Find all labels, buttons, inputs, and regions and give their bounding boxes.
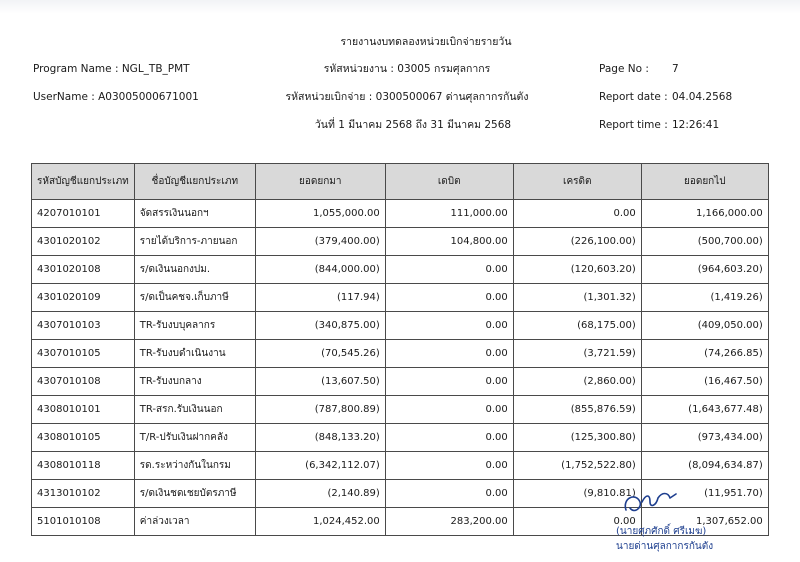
cell-closing-balance: (973,434.00) bbox=[641, 424, 768, 452]
cell-account-name: ร/ดเงินนอกงปม. bbox=[134, 256, 255, 284]
cell-account-name: รายได้บริการ-ภายนอก bbox=[134, 228, 255, 256]
table-row bbox=[32, 284, 769, 312]
scan-bleed-through bbox=[0, 0, 800, 14]
table-header-row bbox=[32, 164, 769, 200]
cell-opening-balance: (787,800.89) bbox=[255, 396, 385, 424]
report-time-value: 12:26:41 bbox=[672, 119, 720, 131]
cell-account-name: ค่าล่วงเวลา bbox=[134, 508, 255, 536]
cell-credit: (1,301.32) bbox=[513, 284, 641, 312]
table-row bbox=[32, 424, 769, 452]
cell-debit: 0.00 bbox=[385, 368, 513, 396]
cell-account-name: T/R-ปรับเงินฝากคลัง bbox=[134, 424, 255, 452]
cell-credit: (3,721.59) bbox=[513, 340, 641, 368]
cell-account-code: 4301020109 bbox=[32, 284, 135, 312]
header-account-code: รหัสบัญชีแยกประเภท bbox=[32, 164, 135, 200]
cell-debit: 0.00 bbox=[385, 312, 513, 340]
cell-credit: (2,860.00) bbox=[513, 368, 641, 396]
cell-account-code: 4308010118 bbox=[32, 452, 135, 480]
cell-closing-balance: (500,700.00) bbox=[641, 228, 768, 256]
cell-credit: (1,752,522.80) bbox=[513, 452, 641, 480]
cell-closing-balance: 1,307,652.00 bbox=[641, 508, 768, 536]
header-opening-balance: ยอดยกมา bbox=[255, 164, 385, 200]
cell-credit: 0.00 bbox=[513, 508, 641, 536]
cell-account-code: 5101010108 bbox=[32, 508, 135, 536]
page-no-label: Page No : bbox=[599, 63, 649, 75]
cell-closing-balance: (1,419.26) bbox=[641, 284, 768, 312]
cell-debit: 0.00 bbox=[385, 424, 513, 452]
table-row bbox=[32, 312, 769, 340]
header-credit: เครดิต bbox=[513, 164, 641, 200]
cell-closing-balance: (16,467.50) bbox=[641, 368, 768, 396]
cell-account-name: ร/ดเงินชดเชยบัตรภาษี bbox=[134, 480, 255, 508]
cell-opening-balance: (13,607.50) bbox=[255, 368, 385, 396]
cell-opening-balance: (844,000.00) bbox=[255, 256, 385, 284]
cell-opening-balance: 1,055,000.00 bbox=[255, 200, 385, 228]
cell-debit: 0.00 bbox=[385, 256, 513, 284]
table-row bbox=[32, 340, 769, 368]
cell-account-name: TR-รับงบบุคลากร bbox=[134, 312, 255, 340]
trial-balance-table bbox=[31, 163, 769, 536]
cell-credit: 0.00 bbox=[513, 200, 641, 228]
cell-opening-balance: (340,875.00) bbox=[255, 312, 385, 340]
handwritten-signature bbox=[620, 488, 680, 522]
cell-opening-balance: (117.94) bbox=[255, 284, 385, 312]
cell-account-code: 4308010101 bbox=[32, 396, 135, 424]
cell-account-name: TR-สรก.รับเงินนอก bbox=[134, 396, 255, 424]
cell-closing-balance: (1,643,677.48) bbox=[641, 396, 768, 424]
signature-block bbox=[612, 488, 762, 558]
cell-opening-balance: (379,400.00) bbox=[255, 228, 385, 256]
cell-account-code: 4307010108 bbox=[32, 368, 135, 396]
report-date-label: Report date : bbox=[599, 91, 668, 103]
cell-credit: (9,810.81) bbox=[513, 480, 641, 508]
signatory-name: (นายศุภศักดิ์ ศรีเมฆ) bbox=[616, 526, 707, 537]
table-row bbox=[32, 256, 769, 284]
cell-account-code: 4313010102 bbox=[32, 480, 135, 508]
cell-closing-balance: (11,951.70) bbox=[641, 480, 768, 508]
signatory-title: นายด่านศุลกากรกันตัง bbox=[616, 541, 714, 552]
report-date-value: 04.04.2568 bbox=[672, 91, 733, 103]
cell-debit: 111,000.00 bbox=[385, 200, 513, 228]
cell-account-name: จัดสรรเงินนอกฯ bbox=[134, 200, 255, 228]
cell-opening-balance: (848,133.20) bbox=[255, 424, 385, 452]
cell-account-code: 4301020108 bbox=[32, 256, 135, 284]
cell-debit: 0.00 bbox=[385, 396, 513, 424]
cell-credit: (226,100.00) bbox=[513, 228, 641, 256]
cell-credit: (855,876.59) bbox=[513, 396, 641, 424]
cell-credit: (120,603.20) bbox=[513, 256, 641, 284]
cell-debit: 0.00 bbox=[385, 452, 513, 480]
cell-account-code: 4301020102 bbox=[32, 228, 135, 256]
table-body bbox=[32, 200, 769, 536]
cell-credit: (68,175.00) bbox=[513, 312, 641, 340]
cell-opening-balance: (6,342,112.07) bbox=[255, 452, 385, 480]
cell-opening-balance: (2,140.89) bbox=[255, 480, 385, 508]
cell-account-code: 4308010105 bbox=[32, 424, 135, 452]
cell-account-code: 4307010103 bbox=[32, 312, 135, 340]
report-period: วันที่ 1 มีนาคม 2568 ถึง 31 มีนาคม 2568 bbox=[314, 119, 512, 131]
cell-debit: 0.00 bbox=[385, 340, 513, 368]
cell-account-name: รด.ระหว่างกันในกรม bbox=[134, 452, 255, 480]
cell-account-code: 4207010101 bbox=[32, 200, 135, 228]
agency-code: รหัสหน่วยงาน : 03005 กรมศุลกากร bbox=[323, 63, 491, 75]
cell-closing-balance: (74,266.85) bbox=[641, 340, 768, 368]
cell-account-name: ร/ดเป็นคชจ.เก็บภาษี bbox=[134, 284, 255, 312]
header-closing-balance: ยอดยกไป bbox=[641, 164, 768, 200]
header-debit: เดบิต bbox=[385, 164, 513, 200]
page-no-value: 7 bbox=[672, 63, 679, 75]
cell-account-name: TR-รับงบกลาง bbox=[134, 368, 255, 396]
cell-closing-balance: (409,050.00) bbox=[641, 312, 768, 340]
username: UserName : A03005000671001 bbox=[33, 91, 199, 103]
cell-debit: 0.00 bbox=[385, 284, 513, 312]
table-row bbox=[32, 228, 769, 256]
cell-debit: 104,800.00 bbox=[385, 228, 513, 256]
cell-debit: 283,200.00 bbox=[385, 508, 513, 536]
cell-closing-balance: (964,603.20) bbox=[641, 256, 768, 284]
table-row bbox=[32, 200, 769, 228]
cell-debit: 0.00 bbox=[385, 480, 513, 508]
header-account-name: ชื่อบัญชีแยกประเภท bbox=[134, 164, 255, 200]
cell-credit: (125,300.80) bbox=[513, 424, 641, 452]
program-name: Program Name : NGL_TB_PMT bbox=[33, 63, 190, 75]
cell-closing-balance: (8,094,634.87) bbox=[641, 452, 768, 480]
cell-opening-balance: (70,545.26) bbox=[255, 340, 385, 368]
cell-closing-balance: 1,166,000.00 bbox=[641, 200, 768, 228]
cell-account-code: 4307010105 bbox=[32, 340, 135, 368]
table-row bbox=[32, 452, 769, 480]
table-row bbox=[32, 396, 769, 424]
table-row bbox=[32, 368, 769, 396]
cell-account-name: TR-รับงบดำเนินงาน bbox=[134, 340, 255, 368]
report-time-label: Report time : bbox=[599, 119, 668, 131]
cell-opening-balance: 1,024,452.00 bbox=[255, 508, 385, 536]
report-title: รายงานงบทดลองหน่วยเบิกจ่ายรายวัน bbox=[340, 36, 512, 48]
disbursing-unit: รหัสหน่วยเบิกจ่าย : 0300500067 ด่านศุลกากรกันตัง bbox=[285, 91, 529, 103]
